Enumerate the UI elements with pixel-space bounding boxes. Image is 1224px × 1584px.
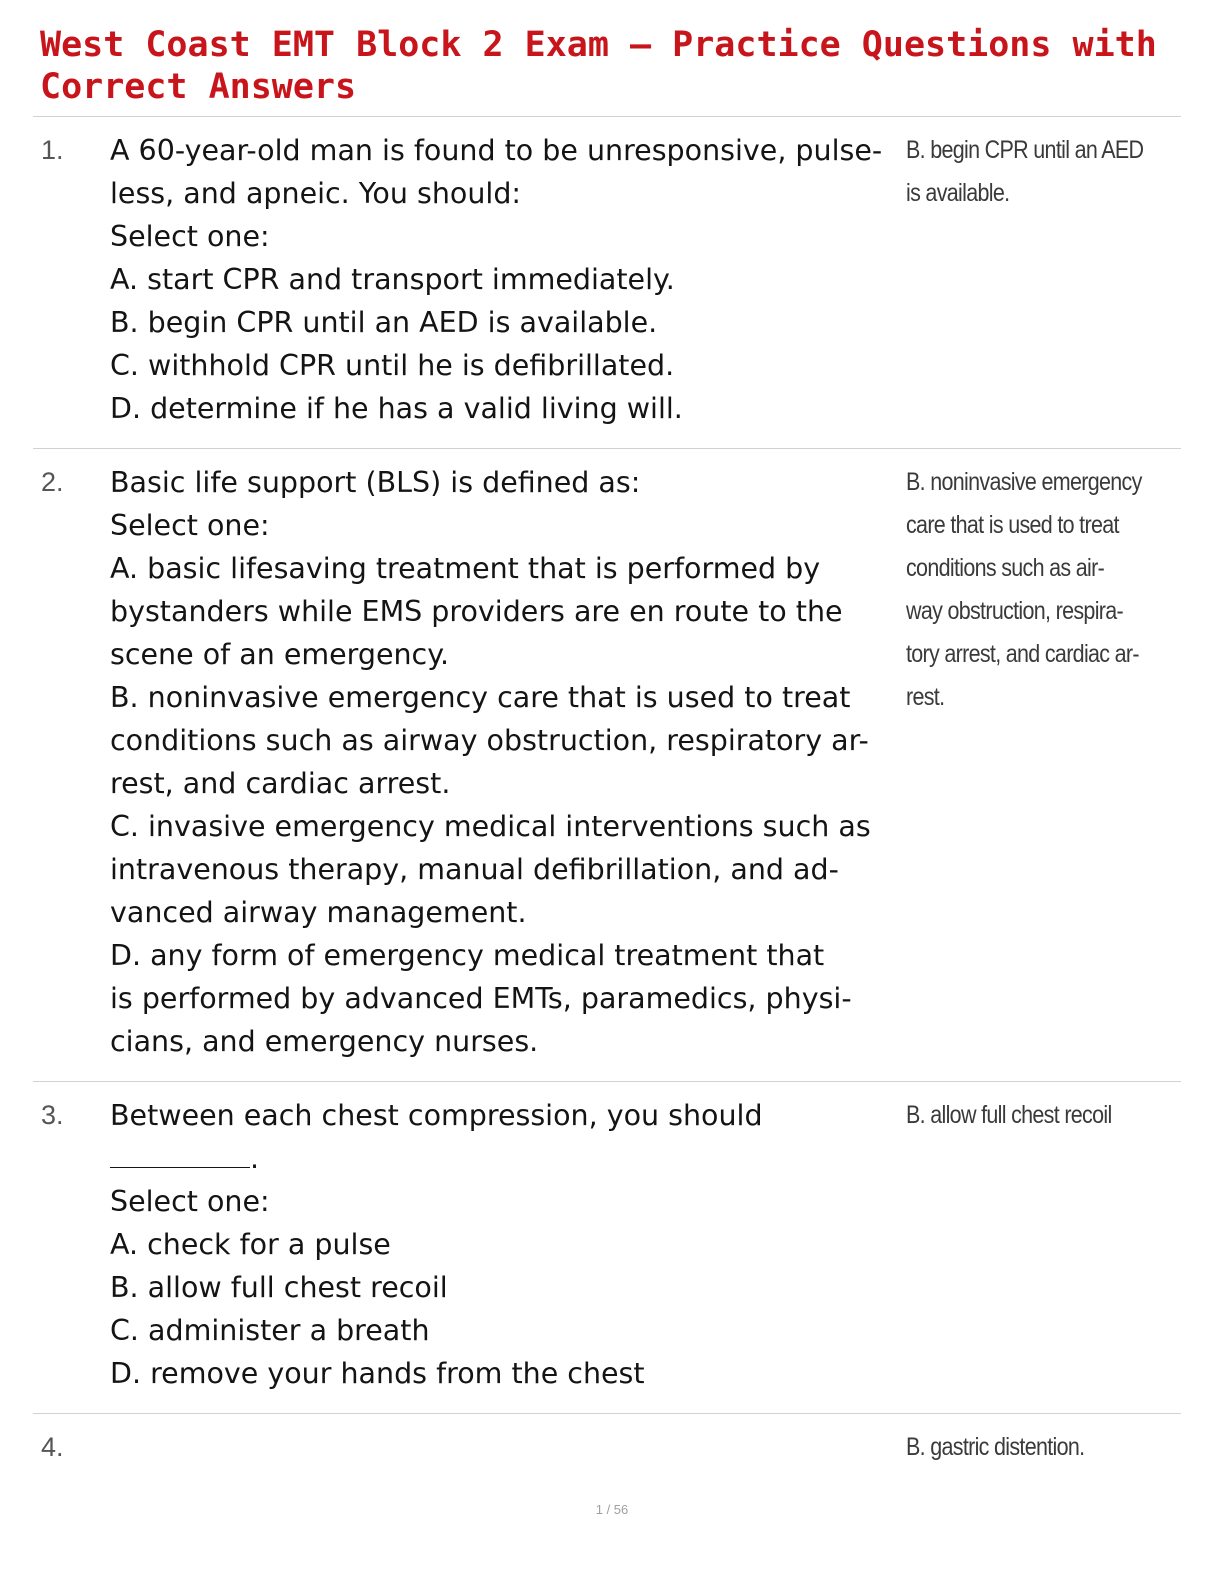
option-a: A. check for a pulse: [110, 1228, 391, 1261]
question-text: [110, 129, 900, 430]
question-text: [110, 461, 900, 1063]
answer-line: B. gastric distention.: [906, 1433, 1085, 1461]
option-d: D. remove your hands from the chest: [110, 1357, 645, 1390]
answer-line: B. allow full chest recoil: [906, 1101, 1112, 1129]
answer-line: care that is used to treat: [906, 511, 1119, 539]
answer-line: B. begin CPR until an AED: [906, 136, 1144, 164]
option-c: C. invasive emergency medical interventions such as: [110, 810, 871, 843]
answer-line: conditions such as air-: [906, 554, 1105, 582]
divider: [33, 448, 1181, 449]
divider: [33, 1081, 1181, 1082]
question-number: 2.: [41, 467, 64, 497]
select-one-label: Select one:: [110, 1185, 270, 1218]
document-title-line-2: Correct Answers: [40, 67, 357, 107]
option-d-cont: is performed by advanced EMTs, paramedics, physi-: [110, 982, 852, 1015]
correct-answer: [906, 1094, 1143, 1137]
option-d: D. any form of emergency medical treatment that: [110, 939, 825, 972]
option-d: D. determine if he has a valid living will.: [110, 392, 683, 425]
option-a-cont: bystanders while EMS providers are en route to the: [110, 595, 843, 628]
correct-answer: [906, 1426, 1143, 1469]
option-b-cont: rest, and cardiac arrest.: [110, 767, 451, 800]
divider: [33, 1413, 1181, 1414]
correct-answer: [906, 129, 1143, 215]
option-a-cont: scene of an emergency.: [110, 638, 450, 671]
document-title-line-1: West Coast EMT Block 2 Exam – Practice Questions with: [40, 25, 1157, 65]
question-line: Basic life support (BLS) is defined as:: [110, 466, 641, 499]
select-one-label: Select one:: [110, 220, 270, 253]
question-line: less, and apneic. You should:: [110, 177, 522, 210]
option-b: B. allow full chest recoil: [110, 1271, 448, 1304]
answer-blank: [110, 1137, 250, 1168]
option-a: A. start CPR and transport immediately.: [110, 263, 675, 296]
correct-answer: [906, 461, 1143, 719]
option-c: C. withhold CPR until he is defibrillated.: [110, 349, 675, 382]
select-one-label: Select one:: [110, 509, 270, 542]
answer-line: rest.: [906, 683, 945, 711]
question-stem: Between each chest compression, you should: [110, 1099, 763, 1132]
option-d-cont: cians, and emergency nurses.: [110, 1025, 539, 1058]
option-b-cont: conditions such as airway obstruction, respiratory ar-: [110, 724, 869, 757]
answer-line: is available.: [906, 179, 1010, 207]
question-line: A 60-year-old man is found to be unresponsive, pulse-: [110, 134, 883, 167]
page-indicator: 1 / 56: [595, 1502, 629, 1517]
answer-line: B. noninvasive emergency: [906, 468, 1142, 496]
option-c-cont: intravenous therapy, manual defibrillation, and ad-: [110, 853, 839, 886]
document-title: [40, 24, 1180, 108]
blank-period: .: [250, 1142, 260, 1175]
question-number: 3.: [41, 1100, 64, 1130]
option-c-cont: vanced airway management.: [110, 896, 527, 929]
option-a: A. basic lifesaving treatment that is performed by: [110, 552, 821, 585]
option-c: C. administer a breath: [110, 1314, 430, 1347]
option-b: B. noninvasive emergency care that is used to treat: [110, 681, 851, 714]
option-b: B. begin CPR until an AED is available.: [110, 306, 658, 339]
answer-line: tory arrest, and cardiac ar-: [906, 640, 1139, 668]
question-text: [110, 1094, 900, 1395]
question-number: 4.: [41, 1432, 64, 1462]
question-number: 1.: [41, 135, 64, 165]
divider: [33, 116, 1181, 117]
answer-line: way obstruction, respira-: [906, 597, 1124, 625]
fill-in-blank-line: [110, 1137, 900, 1180]
